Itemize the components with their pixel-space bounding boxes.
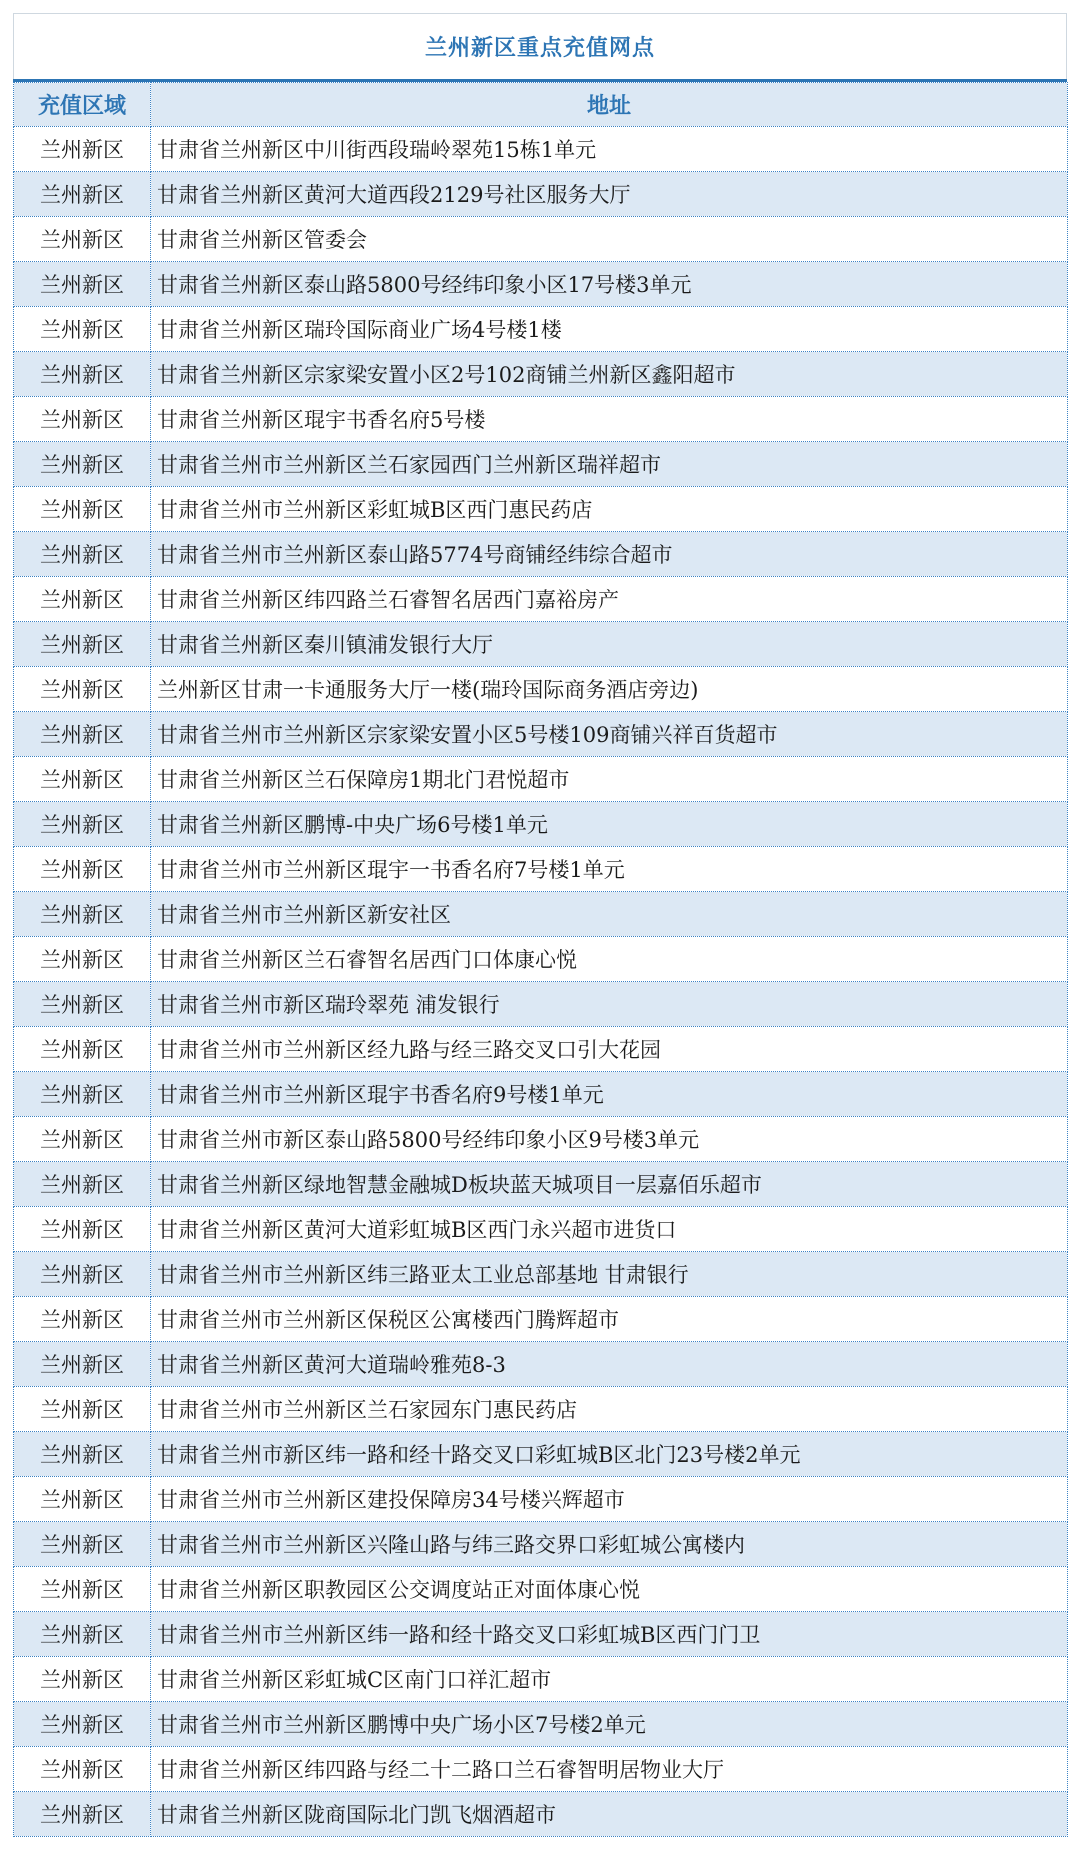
table-row xyxy=(14,1027,1068,1072)
address-cell: 甘肃省兰州市兰州新区纬三路亚太工业总部基地 甘肃银行 xyxy=(151,1252,1068,1297)
address-cell: 甘肃省兰州市兰州新区经九路与经三路交叉口引大花园 xyxy=(151,1027,1068,1072)
table-row xyxy=(14,1072,1068,1117)
address-cell: 甘肃省兰州市兰州新区彩虹城B区西门惠民药店 xyxy=(151,487,1068,532)
region-cell: 兰州新区 xyxy=(14,1297,151,1342)
region-cell: 兰州新区 xyxy=(14,1117,151,1162)
address-cell: 甘肃省兰州新区黄河大道瑞岭雅苑8-3 xyxy=(151,1342,1068,1387)
region-cell: 兰州新区 xyxy=(14,127,151,172)
table-header-row xyxy=(14,83,1068,127)
region-cell: 兰州新区 xyxy=(14,892,151,937)
region-cell: 兰州新区 xyxy=(14,262,151,307)
region-cell: 兰州新区 xyxy=(14,532,151,577)
address-cell: 甘肃省兰州市兰州新区纬一路和经十路交叉口彩虹城B区西门门卫 xyxy=(151,1612,1068,1657)
table-row xyxy=(14,1792,1068,1837)
address-cell: 甘肃省兰州市兰州新区鹏博中央广场小区7号楼2单元 xyxy=(151,1702,1068,1747)
address-cell: 甘肃省兰州新区彩虹城C区南门口祥汇超市 xyxy=(151,1657,1068,1702)
region-cell: 兰州新区 xyxy=(14,667,151,712)
table-row xyxy=(14,397,1068,442)
region-cell: 兰州新区 xyxy=(14,577,151,622)
column-header-region: 充值区域 xyxy=(14,83,151,127)
region-cell: 兰州新区 xyxy=(14,757,151,802)
table-row xyxy=(14,667,1068,712)
table-row xyxy=(14,712,1068,757)
table-row xyxy=(14,1477,1068,1522)
table-body xyxy=(14,127,1068,1837)
region-cell: 兰州新区 xyxy=(14,1072,151,1117)
region-cell: 兰州新区 xyxy=(14,1252,151,1297)
table-row xyxy=(14,172,1068,217)
table-row xyxy=(14,1432,1068,1477)
address-cell: 甘肃省兰州新区黄河大道彩虹城B区西门永兴超市进货口 xyxy=(151,1207,1068,1252)
table-row xyxy=(14,1522,1068,1567)
region-cell: 兰州新区 xyxy=(14,1477,151,1522)
address-cell: 甘肃省兰州新区职教园区公交调度站正对面体康心悦 xyxy=(151,1567,1068,1612)
address-cell: 甘肃省兰州新区中川街西段瑞岭翠苑15栋1单元 xyxy=(151,127,1068,172)
region-cell: 兰州新区 xyxy=(14,352,151,397)
table-row xyxy=(14,1657,1068,1702)
address-cell: 甘肃省兰州新区管委会 xyxy=(151,217,1068,262)
region-cell: 兰州新区 xyxy=(14,172,151,217)
address-cell: 甘肃省兰州新区陇商国际北门凯飞烟酒超市 xyxy=(151,1792,1068,1837)
address-cell: 甘肃省兰州市新区瑞玲翠苑 浦发银行 xyxy=(151,982,1068,1027)
region-cell: 兰州新区 xyxy=(14,1387,151,1432)
address-cell: 甘肃省兰州市兰州新区新安社区 xyxy=(151,892,1068,937)
page-title: 兰州新区重点充值网点 xyxy=(424,36,655,61)
region-cell: 兰州新区 xyxy=(14,622,151,667)
address-cell: 甘肃省兰州新区秦川镇浦发银行大厅 xyxy=(151,622,1068,667)
table-row xyxy=(14,1702,1068,1747)
table-row xyxy=(14,937,1068,982)
address-cell: 甘肃省兰州市兰州新区琨宇一书香名府7号楼1单元 xyxy=(151,847,1068,892)
address-cell: 甘肃省兰州新区纬四路与经二十二路口兰石睿智明居物业大厅 xyxy=(151,1747,1068,1792)
table-row xyxy=(14,577,1068,622)
address-cell: 甘肃省兰州新区泰山路5800号经纬印象小区17号楼3单元 xyxy=(151,262,1068,307)
address-cell: 甘肃省兰州市兰州新区泰山路5774号商铺经纬综合超市 xyxy=(151,532,1068,577)
region-cell: 兰州新区 xyxy=(14,442,151,487)
address-cell: 甘肃省兰州市兰州新区宗家梁安置小区5号楼109商铺兴祥百货超市 xyxy=(151,712,1068,757)
region-cell: 兰州新区 xyxy=(14,847,151,892)
table-row xyxy=(14,1162,1068,1207)
document xyxy=(13,13,1067,1837)
address-cell: 甘肃省兰州新区瑞玲国际商业广场4号楼1楼 xyxy=(151,307,1068,352)
table-row xyxy=(14,1342,1068,1387)
table-row xyxy=(14,1612,1068,1657)
region-cell: 兰州新区 xyxy=(14,982,151,1027)
table-row xyxy=(14,1387,1068,1432)
address-cell: 兰州新区甘肃一卡通服务大厅一楼(瑞玲国际商务酒店旁边) xyxy=(151,667,1068,712)
table-row xyxy=(14,1207,1068,1252)
region-cell: 兰州新区 xyxy=(14,1522,151,1567)
region-cell: 兰州新区 xyxy=(14,1612,151,1657)
table-row xyxy=(14,1747,1068,1792)
table-row xyxy=(14,262,1068,307)
table-row xyxy=(14,892,1068,937)
region-cell: 兰州新区 xyxy=(14,397,151,442)
region-cell: 兰州新区 xyxy=(14,1342,151,1387)
address-cell: 甘肃省兰州新区黄河大道西段2129号社区服务大厅 xyxy=(151,172,1068,217)
table-row xyxy=(14,982,1068,1027)
title-box xyxy=(13,13,1067,79)
table-row xyxy=(14,532,1068,577)
address-cell: 甘肃省兰州新区兰石保障房1期北门君悦超市 xyxy=(151,757,1068,802)
table-row xyxy=(14,1567,1068,1612)
region-cell: 兰州新区 xyxy=(14,937,151,982)
region-cell: 兰州新区 xyxy=(14,1162,151,1207)
address-cell: 甘肃省兰州市兰州新区保税区公寓楼西门腾辉超市 xyxy=(151,1297,1068,1342)
region-cell: 兰州新区 xyxy=(14,1702,151,1747)
recharge-points-table xyxy=(13,82,1068,1837)
address-cell: 甘肃省兰州新区绿地智慧金融城D板块蓝天城项目一层嘉佰乐超市 xyxy=(151,1162,1068,1207)
region-cell: 兰州新区 xyxy=(14,1657,151,1702)
address-cell: 甘肃省兰州市兰州新区琨宇书香名府9号楼1单元 xyxy=(151,1072,1068,1117)
table-row xyxy=(14,757,1068,802)
table-row xyxy=(14,442,1068,487)
address-cell: 甘肃省兰州新区纬四路兰石睿智名居西门嘉裕房产 xyxy=(151,577,1068,622)
address-cell: 甘肃省兰州市兰州新区兰石家园西门兰州新区瑞祥超市 xyxy=(151,442,1068,487)
address-cell: 甘肃省兰州市新区泰山路5800号经纬印象小区9号楼3单元 xyxy=(151,1117,1068,1162)
table-row xyxy=(14,127,1068,172)
region-cell: 兰州新区 xyxy=(14,307,151,352)
region-cell: 兰州新区 xyxy=(14,1432,151,1477)
region-cell: 兰州新区 xyxy=(14,1027,151,1072)
region-cell: 兰州新区 xyxy=(14,802,151,847)
table-row xyxy=(14,1252,1068,1297)
region-cell: 兰州新区 xyxy=(14,1747,151,1792)
address-cell: 甘肃省兰州新区琨宇书香名府5号楼 xyxy=(151,397,1068,442)
region-cell: 兰州新区 xyxy=(14,1207,151,1252)
region-cell: 兰州新区 xyxy=(14,1567,151,1612)
region-cell: 兰州新区 xyxy=(14,1792,151,1837)
table-row xyxy=(14,1117,1068,1162)
address-cell: 甘肃省兰州新区兰石睿智名居西门口体康心悦 xyxy=(151,937,1068,982)
table-row xyxy=(14,352,1068,397)
column-header-address: 地址 xyxy=(151,83,1068,127)
table-row xyxy=(14,1297,1068,1342)
address-cell: 甘肃省兰州市兰州新区建投保障房34号楼兴辉超市 xyxy=(151,1477,1068,1522)
address-cell: 甘肃省兰州市兰州新区兰石家园东门惠民药店 xyxy=(151,1387,1068,1432)
table-row xyxy=(14,307,1068,352)
table-row xyxy=(14,802,1068,847)
address-cell: 甘肃省兰州新区鹏博-中央广场6号楼1单元 xyxy=(151,802,1068,847)
region-cell: 兰州新区 xyxy=(14,217,151,262)
region-cell: 兰州新区 xyxy=(14,712,151,757)
table-row xyxy=(14,622,1068,667)
region-cell: 兰州新区 xyxy=(14,487,151,532)
address-cell: 甘肃省兰州市新区纬一路和经十路交叉口彩虹城B区北门23号楼2单元 xyxy=(151,1432,1068,1477)
table-row xyxy=(14,217,1068,262)
address-cell: 甘肃省兰州市兰州新区兴隆山路与纬三路交界口彩虹城公寓楼内 xyxy=(151,1522,1068,1567)
table-row xyxy=(14,847,1068,892)
address-cell: 甘肃省兰州新区宗家梁安置小区2号102商铺兰州新区鑫阳超市 xyxy=(151,352,1068,397)
table-row xyxy=(14,487,1068,532)
